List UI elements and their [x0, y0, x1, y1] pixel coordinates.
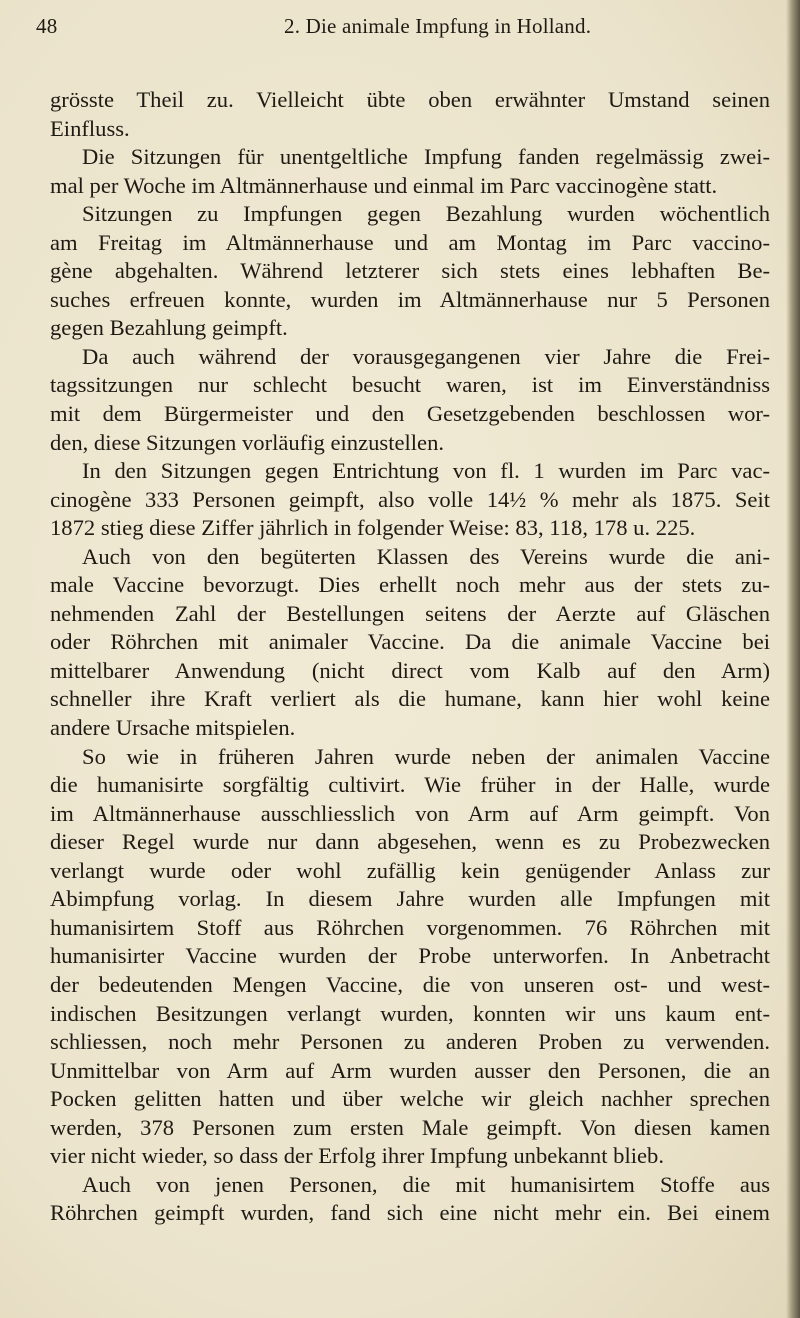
text-line: werden, 378 Personen zum ersten Male geimpft. Von diesen kamen	[50, 1114, 770, 1140]
running-title: 2. Die animale Impfung in Holland.	[284, 14, 592, 38]
text-line: gène abgehalten. Während letzterer sich stets eines lebhaften Be-	[50, 258, 770, 284]
text-line: Sitzungen zu Impfungen gegen Bezahlung wurden wöchentlich	[82, 201, 770, 227]
text-line: andere Ursache mitspielen.	[50, 715, 296, 741]
text-line: oder Röhrchen mit animaler Vaccine. Da die animale Vaccine bei	[50, 629, 770, 655]
text-line: Pocken gelitten hatten und über welche wir gleich nachher sprechen	[50, 1086, 770, 1112]
text-line: male Vaccine bevorzugt. Dies erhellt noch mehr aus der stets zu-	[50, 572, 770, 598]
text-line: mittelbarer Anwendung (nicht direct vom Kalb auf den Arm)	[50, 657, 770, 683]
text-line: mit dem Bürgermeister und den Gesetzgebenden beschlossen wor-	[50, 401, 770, 427]
paragraph	[50, 200, 770, 343]
text-line: dieser Regel wurde nur dann abgesehen, wenn es zu Probezwecken	[50, 829, 770, 855]
text-line: Einfluss.	[50, 115, 130, 141]
page-edge-shadow	[786, 0, 800, 1318]
text-line: Unmittelbar von Arm auf Arm wurden ausser den Personen, die an	[50, 1057, 770, 1083]
text-line: der bedeutenden Mengen Vaccine, die von unseren ost- und west-	[50, 971, 770, 997]
text-line: mal per Woche im Altmännerhause und einmal im Parc vaccinogène statt.	[50, 172, 718, 198]
paragraph	[50, 457, 770, 543]
text-line: In den Sitzungen gegen Entrichtung von fl. 1 wurden im Parc vac-	[82, 458, 770, 484]
paragraph	[50, 86, 770, 143]
text-line: Auch von jenen Personen, die mit humanisirtem Stoffe aus	[82, 1171, 770, 1197]
text-line: grösste Theil zu. Vielleicht übte oben erwähnter Umstand seinen	[50, 87, 770, 112]
page-header	[36, 10, 760, 44]
paragraph	[50, 143, 770, 200]
paragraph	[50, 543, 770, 743]
page-number: 48	[36, 14, 58, 38]
paragraph	[50, 1171, 770, 1228]
text-line: im Altmännerhause ausschliesslich von Arm auf Arm geimpft. Von	[50, 800, 770, 826]
text-line: vier nicht wieder, so dass der Erfolg ihrer Impfung unbekannt blieb.	[50, 1143, 664, 1169]
text-line: Auch von den begüterten Klassen des Vereins wurde die ani-	[82, 543, 770, 569]
text-line: suches erfreuen konnte, wurden im Altmännerhause nur 5 Personen	[50, 286, 770, 312]
text-line: Da auch während der vorausgegangenen vier Jahre die Frei-	[82, 343, 770, 369]
text-line: 1872 stieg diese Ziffer jährlich in folgender Weise: 83, 118, 178 u. 225.	[50, 515, 696, 541]
text-line: Abimpfung vorlag. In diesem Jahre wurden alle Impfungen mit	[50, 886, 770, 912]
text-line: am Freitag im Altmännerhause und am Montag im Parc vaccino-	[50, 229, 770, 255]
text-line: So wie in früheren Jahren wurde neben der animalen Vaccine	[82, 743, 770, 769]
text-line: indischen Besitzungen verlangt wurden, konnten wir uns kaum ent-	[50, 1000, 770, 1026]
text-line: tagssitzungen nur schlecht besucht waren, ist im Einverständniss	[50, 372, 770, 398]
text-line: Röhrchen geimpft wurden, fand sich eine nicht mehr ein. Bei einem	[50, 1200, 770, 1226]
paragraph	[50, 343, 770, 457]
text-line: den, diese Sitzungen vorläufig einzustellen.	[50, 429, 445, 455]
text-line: die humanisirte sorgfältig cultivirt. Wie früher in der Halle, wurde	[50, 772, 770, 798]
body-text	[50, 86, 770, 1228]
text-line: nehmenden Zahl der Bestellungen seitens der Aerzte auf Gläschen	[50, 600, 770, 626]
text-line: schneller ihre Kraft verliert als die humane, kann hier wohl keine	[50, 686, 770, 712]
text-line: humanisirter Vaccine wurden der Probe unterworfen. In Anbetracht	[50, 943, 770, 969]
text-line: gegen Bezahlung geimpft.	[50, 315, 288, 341]
text-line: humanisirtem Stoff aus Röhrchen vorgenommen. 76 Röhrchen mit	[50, 914, 770, 940]
text-line: schliessen, noch mehr Personen zu anderen Proben zu verwenden.	[50, 1029, 770, 1055]
text-line: cinogène 333 Personen geimpft, also volle 14½ % mehr als 1875. Seit	[50, 486, 770, 512]
paragraph	[50, 743, 770, 1171]
text-line: Die Sitzungen für unentgeltliche Impfung fanden regelmässig zwei-	[82, 144, 770, 170]
text-line: verlangt wurde oder wohl zufällig kein genügender Anlass zur	[50, 857, 770, 883]
